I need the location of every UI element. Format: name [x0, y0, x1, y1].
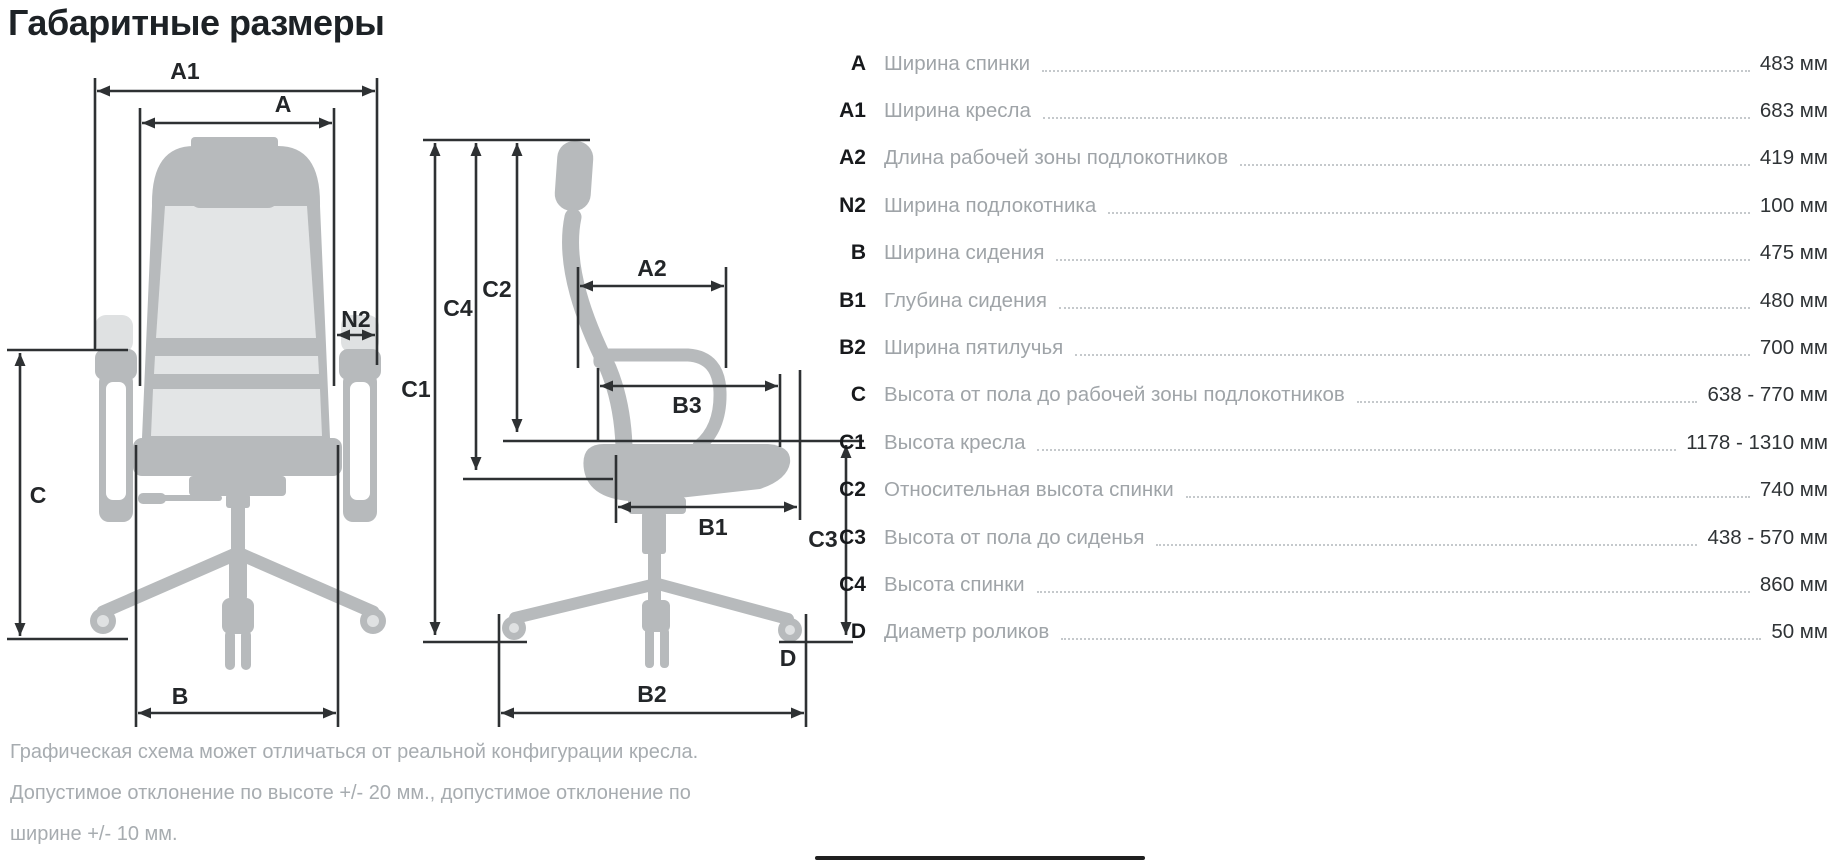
dotted-leader — [1061, 638, 1761, 640]
dimensions-list — [828, 40, 1828, 656]
dotted-leader — [1037, 591, 1750, 593]
dimension-value: 480 мм — [1759, 288, 1828, 312]
dimension-code: C — [850, 383, 866, 407]
dimension-row — [828, 87, 1828, 134]
dimension-value: 419 мм — [1759, 146, 1828, 170]
dimension-row — [828, 514, 1828, 561]
dimension-label: Ширина кресла — [884, 99, 1031, 123]
dimension-row — [828, 609, 1828, 656]
side-label-c2: C2 — [482, 276, 512, 302]
dimension-row — [828, 561, 1828, 608]
diagram-disclaimer: Графическая схема может отличаться от реальной конфигурации кресла. — [10, 741, 699, 763]
dimension-value: 638 - 770 мм — [1707, 383, 1828, 407]
dimension-code: C1 — [839, 430, 866, 454]
chair-dimension-diagram — [0, 50, 880, 750]
bottom-scroll-indicator[interactable] — [815, 856, 1145, 860]
dimension-label: Высота кресла — [884, 430, 1026, 454]
dimension-value: 740 мм — [1759, 478, 1828, 502]
dimension-code: A2 — [839, 146, 866, 170]
side-label-d: D — [779, 645, 797, 671]
chair-front-view — [90, 137, 386, 670]
dimension-code: D — [850, 620, 866, 644]
dimension-row — [828, 277, 1828, 324]
dimension-label: Ширина сидения — [884, 241, 1045, 265]
dimension-value: 483 мм — [1759, 51, 1828, 75]
side-label-b1: B1 — [698, 514, 728, 540]
dimension-code: B1 — [839, 288, 866, 312]
dimension-code: B — [850, 241, 866, 265]
dimension-value: 683 мм — [1759, 99, 1828, 123]
side-label-b2: B2 — [637, 681, 667, 707]
dimension-code: A — [850, 51, 866, 75]
tolerance-note: Допустимое отклонение по высоте +/- 20 мм., допустимое отклонение по ширине +/- 10 мм. — [10, 782, 691, 845]
dotted-leader — [1056, 259, 1749, 261]
front-label-a1: A1 — [170, 58, 200, 84]
dimension-row — [828, 135, 1828, 182]
dotted-leader — [1108, 212, 1750, 214]
dotted-leader — [1037, 449, 1676, 451]
dimension-label: Высота спинки — [884, 572, 1025, 596]
chair-side-view — [502, 140, 802, 668]
side-label-a2: A2 — [637, 255, 667, 281]
front-label-n2: N2 — [341, 306, 371, 332]
side-label-c1: C1 — [401, 376, 431, 402]
dimension-diagram-svg — [0, 50, 880, 750]
dimension-value: 700 мм — [1759, 336, 1828, 360]
dimension-label: Диаметр роликов — [884, 620, 1050, 644]
dotted-leader — [1240, 164, 1750, 166]
dotted-leader — [1042, 70, 1750, 72]
front-label-b: B — [171, 683, 189, 709]
side-label-b3: B3 — [672, 392, 702, 418]
dimension-value: 100 мм — [1759, 193, 1828, 217]
side-label-c4: C4 — [443, 295, 473, 321]
dimension-label: Относительная высота спинки — [884, 478, 1174, 502]
dimension-value: 860 мм — [1759, 572, 1828, 596]
dotted-leader — [1043, 117, 1750, 119]
dimension-row — [828, 182, 1828, 229]
dimension-row — [828, 372, 1828, 419]
dimension-code: B2 — [839, 336, 866, 360]
dimension-value: 438 - 570 мм — [1707, 525, 1828, 549]
dimension-label: Ширина подлокотника — [884, 193, 1097, 217]
dimension-row — [828, 230, 1828, 277]
front-label-a: A — [274, 91, 292, 117]
dimension-code: A1 — [839, 99, 866, 123]
dimension-label: Глубина сидения — [884, 288, 1047, 312]
dotted-leader — [1357, 401, 1698, 403]
front-label-c: C — [29, 482, 47, 508]
dimension-code: N2 — [839, 193, 866, 217]
side-label-c3: C3 — [808, 526, 838, 552]
dotted-leader — [1075, 354, 1750, 356]
dimension-value: 475 мм — [1759, 241, 1828, 265]
dimension-row — [828, 467, 1828, 514]
dimension-code: C4 — [839, 572, 866, 596]
dimension-label: Ширина пятилучья — [884, 336, 1064, 360]
dimension-label: Высота от пола до сиденья — [884, 525, 1145, 549]
dimension-label: Ширина спинки — [884, 51, 1031, 75]
dimension-value: 1178 - 1310 мм — [1686, 430, 1828, 454]
dimension-label: Высота от пола до рабочей зоны подлокотников — [884, 383, 1345, 407]
dimension-code: C2 — [839, 478, 866, 502]
dimension-label: Длина рабочей зоны подлокотников — [884, 146, 1229, 170]
section-title: Габаритные размеры — [8, 2, 385, 43]
dotted-leader — [1186, 496, 1750, 498]
dimension-row — [828, 324, 1828, 371]
dimension-code: C3 — [839, 525, 866, 549]
dotted-leader — [1059, 307, 1750, 309]
dimension-row — [828, 419, 1828, 466]
dimension-value: 50 мм — [1771, 620, 1828, 644]
dimension-row — [828, 40, 1828, 87]
dotted-leader — [1156, 544, 1697, 546]
